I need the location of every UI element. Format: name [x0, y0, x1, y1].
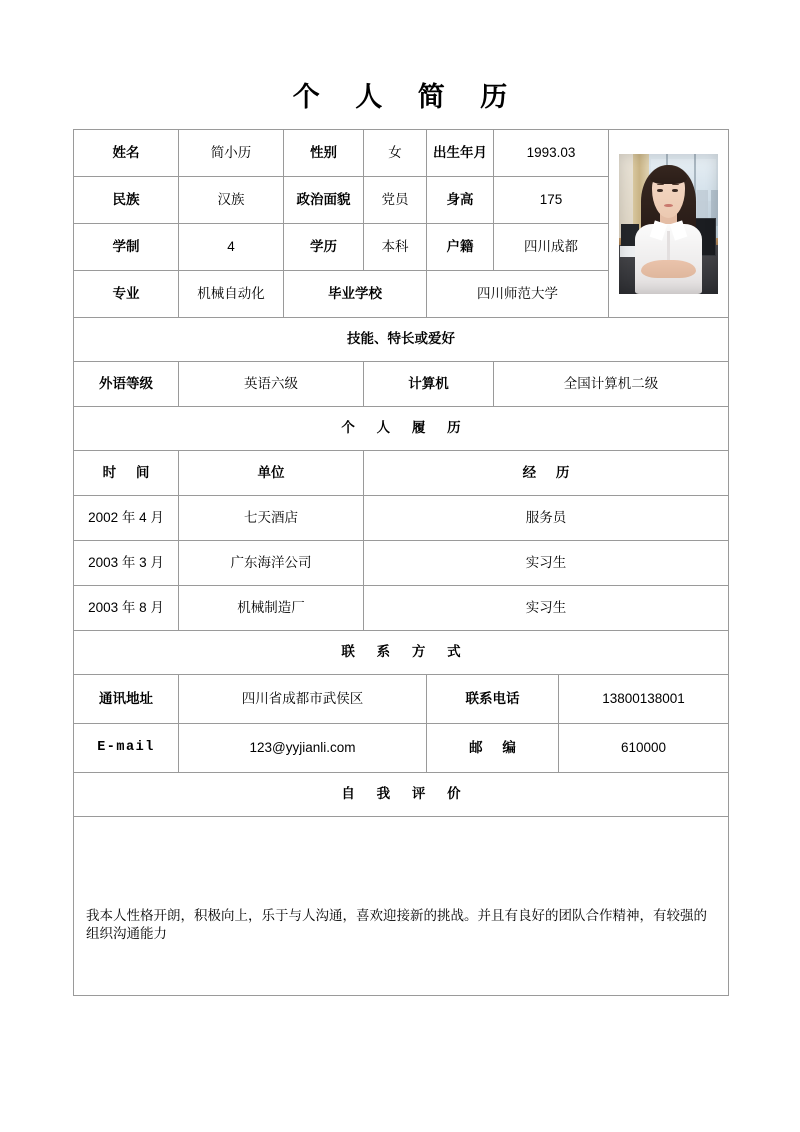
- experience-section-header-row: [74, 407, 729, 451]
- ethnicity-value: 汉族: [179, 177, 284, 224]
- height-value: 175: [494, 177, 609, 224]
- experience-col-exp: 经 历: [364, 451, 729, 496]
- evaluation-text: 我本人性格开朗，积极向上，乐于与人沟通，喜欢迎接新的挑战。并且有良好的团队合作精神，有较强的组织沟通能力: [74, 817, 729, 996]
- zipcode-value: 610000: [559, 724, 729, 773]
- major-label: 专业: [74, 271, 179, 318]
- experience-unit: 广东海洋公司: [179, 541, 364, 586]
- experience-unit: 机械制造厂: [179, 586, 364, 631]
- contact-section-header-row: [74, 631, 729, 675]
- experience-desc: 服务员: [364, 496, 729, 541]
- basic-info-row-1: [74, 130, 729, 177]
- language-level-label: 外语等级: [74, 362, 179, 407]
- ethnicity-label: 民族: [74, 177, 179, 224]
- experience-header-row: [74, 451, 729, 496]
- table-row: [74, 586, 729, 631]
- experience-desc: 实习生: [364, 586, 729, 631]
- computer-skill-label: 计算机: [364, 362, 494, 407]
- birth-label: 出生年月: [427, 130, 494, 177]
- height-label: 身高: [427, 177, 494, 224]
- table-row: [74, 496, 729, 541]
- resume-table: [73, 129, 729, 996]
- email-value: 123@yyjianli.com: [179, 724, 427, 773]
- contact-section-title: 联 系 方 式: [74, 631, 729, 675]
- evaluation-section-header-row: [74, 773, 729, 817]
- gender-label: 性别: [284, 130, 364, 177]
- page-title: 个 人 简 历: [292, 82, 522, 112]
- gender-value: 女: [364, 130, 427, 177]
- experience-col-time: 时 间: [74, 451, 179, 496]
- name-label: 姓名: [74, 130, 179, 177]
- computer-skill-value: 全国计算机二级: [494, 362, 729, 407]
- political-status-label: 政治面貌: [284, 177, 364, 224]
- school-value: 四川师范大学: [427, 271, 609, 318]
- schooling-value: 4: [179, 224, 284, 271]
- residence-label: 户籍: [427, 224, 494, 271]
- experience-unit: 七天酒店: [179, 496, 364, 541]
- evaluation-section-title: 自 我 评 价: [74, 773, 729, 817]
- skills-section-title: 技能、特长或爱好: [74, 318, 729, 362]
- skills-row: [74, 362, 729, 407]
- table-row: [74, 541, 729, 586]
- experience-col-unit: 单位: [179, 451, 364, 496]
- major-value: 机械自动化: [179, 271, 284, 318]
- photo-cell: [609, 130, 729, 318]
- skills-section-header-row: [74, 318, 729, 362]
- evaluation-body-row: [74, 817, 729, 996]
- schooling-label: 学制: [74, 224, 179, 271]
- language-level-value: 英语六级: [179, 362, 364, 407]
- experience-desc: 实习生: [364, 541, 729, 586]
- email-label: E-mail: [74, 724, 179, 773]
- phone-value: 13800138001: [559, 675, 729, 724]
- residence-value: 四川成都: [494, 224, 609, 271]
- education-label: 学历: [284, 224, 364, 271]
- political-status-value: 党员: [364, 177, 427, 224]
- address-label: 通讯地址: [74, 675, 179, 724]
- zipcode-label: 邮 编: [427, 724, 559, 773]
- experience-section-title: 个 人 履 历: [74, 407, 729, 451]
- avatar: [619, 154, 718, 294]
- contact-email-row: [74, 724, 729, 773]
- phone-label: 联系电话: [427, 675, 559, 724]
- experience-time: 2003 年 8 月: [74, 586, 179, 631]
- school-label: 毕业学校: [284, 271, 427, 318]
- name-value: 简小历: [179, 130, 284, 177]
- contact-address-row: [74, 675, 729, 724]
- education-value: 本科: [364, 224, 427, 271]
- experience-time: 2002 年 4 月: [74, 496, 179, 541]
- birth-value: 1993.03: [494, 130, 609, 177]
- experience-time: 2003 年 3 月: [74, 541, 179, 586]
- address-value: 四川省成都市武侯区: [179, 675, 427, 724]
